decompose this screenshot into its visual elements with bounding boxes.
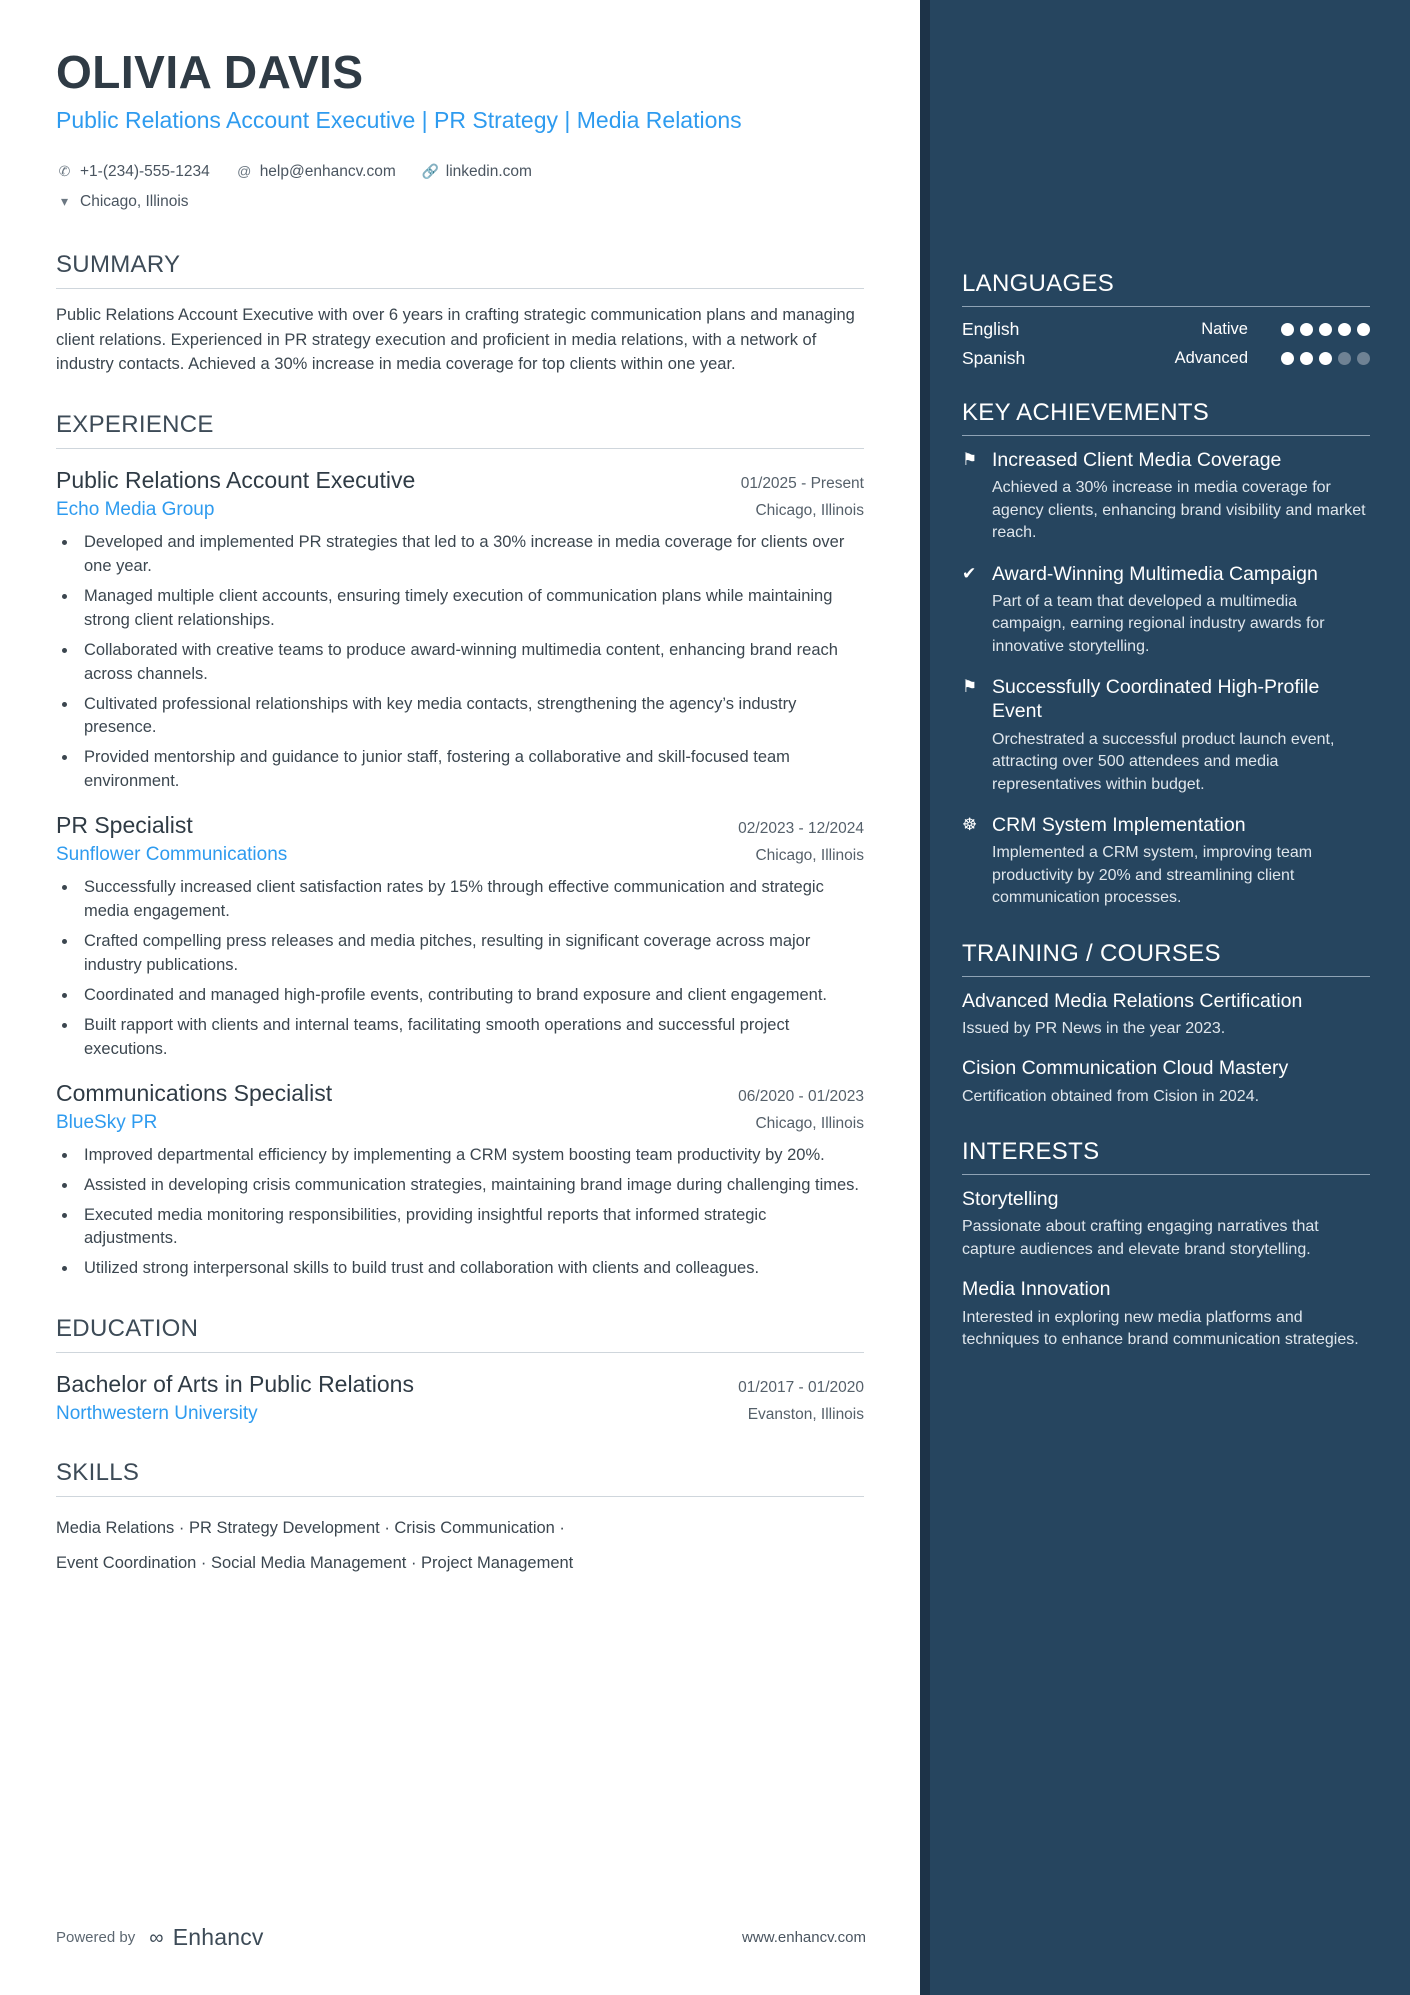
- skills-list: [56, 1497, 864, 1580]
- summary-text: Public Relations Account Executive with over 6 years in crafting strategic communication plans and managing client relations. Experienced in PR strategy execution and proficient in media relations, with a network of industry contacts. Achieved a 30% increase in media coverage for top clients within one year.: [56, 305, 855, 374]
- experience-entry: [56, 812, 864, 1061]
- language-level: Advanced: [1174, 349, 1248, 367]
- experience-bullet: • Managed multiple client accounts, ensuring timely execution of communication plans while maintaining strong client relationships.: [78, 585, 864, 633]
- contact-text: linkedin.com: [445, 163, 532, 181]
- powered-by-label: Powered by: [56, 1929, 136, 1946]
- interest-item: [962, 1277, 1370, 1351]
- education-date: 01/2017 - 01/2020: [738, 1379, 864, 1397]
- proficiency-dot: [1319, 323, 1332, 336]
- infinity-icon: ∞: [149, 1927, 164, 1950]
- footer-website: www.enhancv.com: [742, 1929, 866, 1946]
- interest-item: [962, 1187, 1370, 1261]
- training-title: Advanced Media Relations Certification: [962, 989, 1303, 1012]
- award-icon: ☸: [962, 815, 978, 835]
- powered-by-block: [56, 1924, 264, 1951]
- section-languages: [962, 270, 1370, 369]
- section-interests: [962, 1138, 1370, 1351]
- skills-line: Event Coordination · Social Media Management · Project Management: [56, 1553, 574, 1572]
- experience-role: Communications Specialist: [56, 1079, 333, 1106]
- achievement-title: CRM System Implementation: [992, 814, 1246, 837]
- experience-role: PR Specialist: [56, 812, 193, 839]
- proficiency-dot: [1300, 352, 1313, 365]
- languages-heading: LANGUAGES: [962, 270, 1370, 307]
- experience-bullet: • Coordinated and managed high-profile events, contributing to brand exposure and client engagement.: [78, 984, 864, 1008]
- phone-icon: ✆: [58, 163, 71, 180]
- location-icon: ▾: [60, 193, 69, 210]
- experience-date: 06/2020 - 01/2023: [738, 1087, 864, 1105]
- training-heading: TRAINING / COURSES: [962, 940, 1370, 977]
- interest-title: Storytelling: [962, 1188, 1059, 1211]
- contact-text: Chicago, Illinois: [80, 192, 189, 210]
- training-item: [962, 989, 1370, 1041]
- interest-desc: Interested in exploring new media platforms and techniques to enhance brand communication strategies.: [962, 1308, 1359, 1349]
- language-name: English: [962, 319, 1020, 339]
- proficiency-dots: [1266, 352, 1370, 365]
- education-location: Evanston, Illinois: [747, 1406, 864, 1424]
- experience-bullet: • Successfully increased client satisfaction rates by 15% through effective communication and strategic media engagement.: [78, 876, 864, 924]
- achievement-desc: Orchestrated a successful product launch event, attracting over 500 attendees and media representatives within budget.: [992, 730, 1335, 793]
- experience-bullet: • Collaborated with creative teams to produce award-winning multimedia content, enhancing brand reach across channels.: [78, 639, 864, 687]
- experience-company[interactable]: BlueSky PR: [56, 1111, 158, 1133]
- section-education: [56, 1315, 864, 1425]
- check-icon: ✔: [962, 563, 977, 583]
- experience-role: Public Relations Account Executive: [56, 467, 416, 494]
- achievement-title: Successfully Coordinated High-Profile Event: [992, 676, 1320, 723]
- experience-company[interactable]: Echo Media Group: [56, 499, 215, 521]
- languages-list: [962, 307, 1370, 369]
- resume-header: [56, 48, 864, 217]
- experience-heading: EXPERIENCE: [56, 411, 864, 449]
- experience-list: [56, 449, 864, 1281]
- education-list: [56, 1353, 864, 1425]
- section-experience: [56, 411, 864, 1281]
- experience-bullet: • Cultivated professional relationships with key media contacts, strengthening the agency’s industry presence.: [78, 693, 864, 741]
- training-desc: Certification obtained from Cision in 2024.: [962, 1087, 1260, 1105]
- skills-line: Media Relations · PR Strategy Development · Crisis Communication ·: [56, 1519, 565, 1538]
- language-name: Spanish: [962, 348, 1026, 368]
- section-skills: [56, 1459, 864, 1580]
- experience-date: 01/2025 - Present: [740, 475, 864, 493]
- experience-bullet: • Provided mentorship and guidance to junior staff, fostering a collaborative and skill-focused team environment.: [78, 746, 864, 794]
- proficiency-dot: [1338, 352, 1351, 365]
- interests-list: [962, 1175, 1370, 1351]
- achievement-desc: Achieved a 30% increase in media coverage for agency clients, enhancing brand visibility and market reach.: [992, 479, 1366, 542]
- language-row: [962, 348, 1370, 369]
- proficiency-dot: [1357, 352, 1370, 365]
- experience-date: 02/2023 - 12/2024: [738, 820, 864, 838]
- achievement-desc: Implemented a CRM system, improving team productivity by 20% and streamlining client communication processes.: [992, 844, 1313, 907]
- flag-icon: ⚑: [962, 450, 978, 469]
- training-list: [962, 977, 1370, 1109]
- experience-bullet: • Improved departmental efficiency by implementing a CRM system boosting team productivity by 20%.: [78, 1144, 864, 1168]
- email-icon: @: [237, 163, 252, 180]
- proficiency-dot: [1281, 323, 1294, 336]
- experience-entry: [56, 1080, 864, 1282]
- achievement-item: [962, 675, 1370, 796]
- proficiency-dot: [1319, 352, 1332, 365]
- proficiency-dot: [1357, 323, 1370, 336]
- interest-title: Media Innovation: [962, 1278, 1111, 1301]
- experience-company[interactable]: Sunflower Communications: [56, 844, 288, 866]
- language-level: Native: [1201, 320, 1248, 338]
- summary-heading: SUMMARY: [56, 251, 864, 289]
- experience-bullets: [78, 1144, 864, 1282]
- experience-location: Chicago, Illinois: [755, 502, 864, 520]
- experience-location: Chicago, Illinois: [755, 847, 864, 865]
- education-school[interactable]: Northwestern University: [56, 1403, 258, 1425]
- training-desc: Issued by PR News in the year 2023.: [962, 1019, 1226, 1037]
- achievements-heading: KEY ACHIEVEMENTS: [962, 399, 1370, 436]
- education-heading: EDUCATION: [56, 1315, 864, 1353]
- training-title: Cision Communication Cloud Mastery: [962, 1057, 1289, 1080]
- contact-list: [56, 157, 864, 217]
- flag-icon: ⚑: [962, 677, 978, 697]
- experience-bullets: [78, 531, 864, 794]
- section-achievements: [962, 399, 1370, 910]
- achievement-title: Award-Winning Multimedia Campaign: [992, 562, 1318, 585]
- experience-bullets: [78, 876, 864, 1061]
- skills-heading: SKILLS: [56, 1459, 864, 1497]
- contact-item[interactable]: [56, 187, 189, 216]
- education-entry: [56, 1371, 864, 1425]
- section-summary: [56, 251, 864, 377]
- achievement-item: [962, 448, 1370, 545]
- brand-name: Enhancv: [172, 1924, 264, 1950]
- contact-text: help@enhancv.com: [259, 163, 396, 181]
- experience-bullet: • Developed and implemented PR strategies that led to a 30% increase in media coverage for clients over one year.: [78, 531, 864, 579]
- achievement-title: Increased Client Media Coverage: [992, 449, 1282, 471]
- language-row: [962, 319, 1370, 340]
- column-divider: [920, 0, 930, 1995]
- training-item: [962, 1056, 1370, 1108]
- candidate-name: OLIVIA DAVIS: [56, 46, 364, 98]
- contact-item[interactable]: [56, 157, 210, 186]
- contact-text: +1-(234)-555-1234: [80, 163, 210, 181]
- section-training: [962, 940, 1370, 1109]
- education-degree: Bachelor of Arts in Public Relations: [56, 1371, 414, 1398]
- achievements-list: [962, 436, 1370, 910]
- enhancv-logo: [149, 1924, 263, 1951]
- link-icon: 🔗: [421, 163, 440, 180]
- experience-entry: [56, 467, 864, 794]
- contact-item[interactable]: [236, 157, 396, 186]
- experience-bullet: • Executed media monitoring responsibilities, providing insightful reports that informed strategic adjustments.: [78, 1204, 864, 1252]
- proficiency-dots: [1266, 323, 1370, 336]
- achievement-item: [962, 562, 1370, 659]
- achievement-desc: Part of a team that developed a multimedia campaign, earning regional industry awards for innovative storytelling.: [992, 592, 1325, 655]
- experience-bullet: • Crafted compelling press releases and media pitches, resulting in significant coverage across major industry publications.: [78, 930, 864, 978]
- contact-item[interactable]: [422, 157, 532, 186]
- proficiency-dot: [1300, 323, 1313, 336]
- interest-desc: Passionate about crafting engaging narratives that capture audiences and elevate brand storytelling.: [962, 1218, 1319, 1258]
- experience-location: Chicago, Illinois: [755, 1114, 864, 1132]
- sidebar-column: [920, 0, 1410, 1995]
- interests-heading: INTERESTS: [962, 1138, 1370, 1175]
- proficiency-dot: [1338, 323, 1351, 336]
- proficiency-dot: [1281, 352, 1294, 365]
- candidate-headline: Public Relations Account Executive | PR Strategy | Media Relations: [56, 107, 742, 134]
- experience-bullet: • Assisted in developing crisis communication strategies, maintaining brand image during challenging times.: [78, 1174, 864, 1198]
- experience-bullet: • Utilized strong interpersonal skills to build trust and collaboration with clients and colleagues.: [78, 1257, 864, 1281]
- achievement-item: [962, 813, 1370, 910]
- page-footer: [56, 1924, 866, 1951]
- experience-bullet: • Built rapport with clients and internal teams, facilitating smooth operations and successful project executions.: [78, 1014, 864, 1062]
